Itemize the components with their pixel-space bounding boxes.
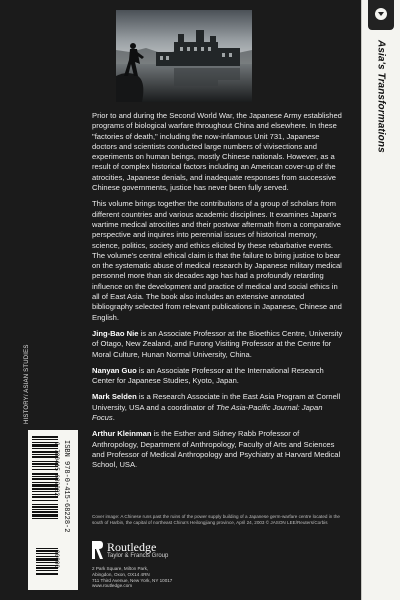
address-line: 711 Third Avenue, New York, NY 10017 <box>92 577 173 583</box>
contributor-bio-text: is a Research Associate in the East Asia Program at Cornell University, USA and a coordinator of <box>92 392 341 412</box>
contributor-bio <box>92 392 346 423</box>
description-paragraph-1: Prior to and during the Second World War, the Japanese Army established programs of biological warfare throughout China and elsewhere. In these "factories of death," including the now-infamous Unit 731, Japanese doctors and scientists conducted large numbers of vivisections and experiments on human beings, mostly Chinese nationals. However, as a result of complex historical factors including an American cover-up of the atrocities, Japanese denials, and inadequate responses from successive Chinese governments, justice has never been fully served. <box>92 111 342 193</box>
publisher-group: Taylor & Francis Group <box>107 553 169 559</box>
barcode-addon: 90000 <box>53 550 60 569</box>
spine-tab <box>368 0 394 30</box>
barcode-digits: 9 780415 682282 <box>53 442 60 497</box>
cover-image-caption: Cover image: A Chinese runs past the ruins of the power supply building of a Japanese germ-warfare centre located in the south of Harbin, the capital of northeast China's Heilongjiang province, April 24, 2003 © JASON LEE/Reuters/Corbis <box>92 514 340 525</box>
book-description <box>92 111 346 477</box>
series-title: Asia's Transformations <box>375 40 387 153</box>
contributor-name: Jing-Bao Nie <box>92 328 139 338</box>
publisher-logo <box>92 540 232 562</box>
book-spine <box>361 0 400 600</box>
contributor-name: Nanyan Guo <box>92 365 137 375</box>
isbn-label: ISBN 978-0-415-68228-2 <box>62 440 70 533</box>
subject-category: HISTORY/ ASIAN STUDIES <box>24 344 30 424</box>
address-line: 2 Park Square, Milton Park, <box>92 566 149 571</box>
ruins-photo-image <box>116 10 252 102</box>
contributor-bio-text: is the Esther and Sidney Rabb Professor of Anthropology, Department of Anthropology, Faculty of Arts and Sciences and Professor of Medical Anthropology and Psychiatry at Harvard Medical School, USA. <box>92 429 341 470</box>
cover-photo <box>116 10 252 102</box>
series-emblem-icon <box>375 8 387 20</box>
contributor-bio-text: is an Associate Professor at the International Research Center for Japanese Studies, Kyoto, Japan. <box>92 365 324 386</box>
publisher-address <box>92 566 272 589</box>
contributor-name: Arthur Kleinman <box>92 429 152 439</box>
address-line: Abingdon, Oxon, OX14 4RN <box>92 571 150 577</box>
contributor-bio <box>92 429 346 470</box>
barcode-numbers <box>53 438 76 588</box>
contributor-bio-text: is an Associate Professor at the Bioethics Centre, University of Otago, New Zealand, and Furong Visiting Professor at the Centre for Moral Culture, Hunan Normal University, China. <box>92 328 343 359</box>
publisher-name: Routledge <box>107 540 157 554</box>
routledge-logo-icon <box>92 541 103 559</box>
barcode-panel <box>28 430 78 590</box>
description-paragraph-2: This volume brings together the contributions of a group of scholars from different countries and various academic disciplines. It examines Japan's wartime medical atrocities and their postwar aftermath from a comparative perspective and inquires into perennial issues of historical memory, science, politics, society and ethics elicited by these rebarbative events. The volume's central ethical claim is that the failure to bring justice to bear on the systematic abuse of medical research by Japanese military medical personnel more than six decades ago has had a profoundly retarding influence on the development and practice of medical and social ethics in all of East Asia. The book also includes an extensive annotated bibliography selected from relevant publications in Japanese, Chinese and English. <box>92 199 342 322</box>
journal-title: The Asia-Pacific Journal: Japan Focus <box>92 402 323 423</box>
contributor-name: Mark Selden <box>92 392 137 402</box>
contributor-bio-end: . <box>112 413 115 423</box>
contributor-bio <box>92 366 346 387</box>
contributor-bio <box>92 329 346 360</box>
website-text: www.routledge.com <box>92 583 133 589</box>
